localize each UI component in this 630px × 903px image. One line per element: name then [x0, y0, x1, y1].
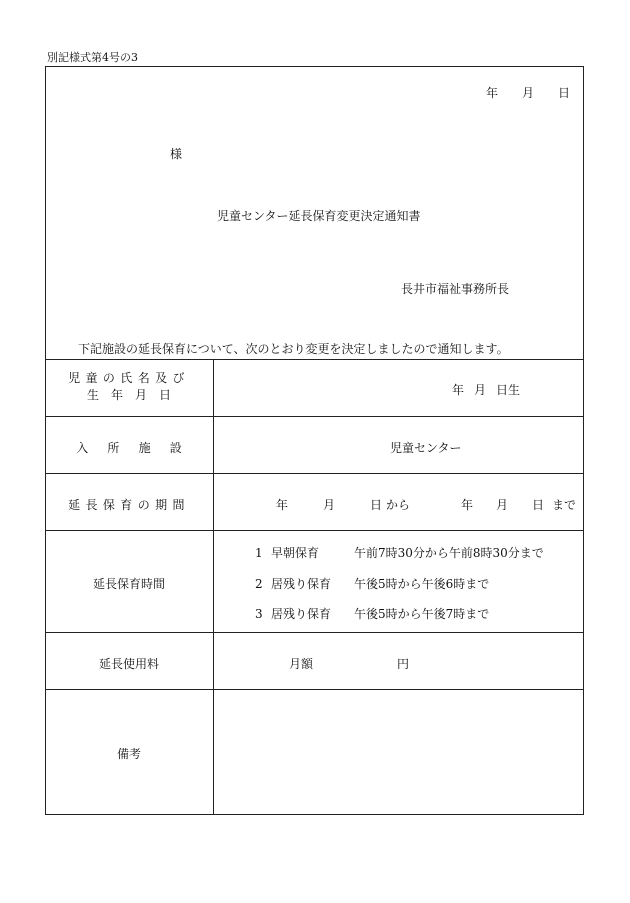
birth-year: 年 [452, 383, 465, 397]
divider-child [45, 416, 584, 417]
issue-date [486, 84, 570, 101]
hours-item-time: 午前7時30分から午前8時30分まで [354, 546, 544, 560]
column-divider [213, 359, 214, 815]
period-from-suffix: から [386, 498, 411, 512]
fee-label: 延長使用料 [98, 657, 159, 671]
period-from-month: 月 [323, 498, 336, 512]
period-to-suffix: まで [552, 498, 577, 512]
hours-item-num: 1 [255, 546, 263, 560]
hours-item-num: 2 [255, 577, 263, 591]
period-label: 延長保育の期間 [68, 498, 190, 512]
child-label [45, 370, 213, 404]
hours-item-3 [255, 605, 489, 622]
remarks-value [224, 700, 574, 805]
divider-period [45, 530, 584, 531]
period-to-year: 年 [461, 498, 474, 512]
hours-item-kind: 居残り保育 [271, 577, 332, 591]
period-from-day: 日 [370, 498, 383, 512]
hours-item-1 [255, 544, 544, 561]
hours-item-time: 午後5時から午後6時まで [354, 577, 490, 591]
issue-date-day: 日 [558, 86, 571, 100]
hours-item-2 [255, 575, 489, 592]
issue-date-month: 月 [522, 86, 535, 100]
divider-fee [45, 689, 584, 690]
period-value [276, 496, 576, 513]
child-label-line2: 生 年 月 日 [86, 388, 171, 402]
divider-facility [45, 473, 584, 474]
document-title: 児童センター延長保育変更決定通知書 [217, 209, 421, 223]
remarks-label: 備考 [116, 747, 141, 761]
issue-date-year: 年 [486, 86, 499, 100]
hours-label: 延長保育時間 [92, 577, 165, 591]
issuer-name: 長井市福祉事務所長 [401, 282, 510, 296]
hours-item-kind: 居残り保育 [271, 607, 332, 621]
intro-text: 下記施設の延長保育について、次のとおり変更を決定しましたので通知します。 [78, 342, 509, 356]
form-id: 別記様式第4号の3 [47, 51, 138, 64]
period-from-year: 年 [276, 498, 289, 512]
child-label-line1: 児童の氏名及び [68, 371, 190, 385]
facility-value: 児童センター [390, 441, 462, 455]
divider-hours [45, 632, 584, 633]
fee-yen-label: 円 [397, 657, 410, 671]
hours-item-kind: 早朝保育 [271, 546, 320, 560]
fee-month-label: 月額 [289, 657, 314, 671]
period-to-month: 月 [496, 498, 509, 512]
divider-header [45, 359, 584, 360]
child-birthdate [452, 381, 520, 398]
addressee-suffix: 様 [170, 147, 183, 161]
hours-item-time: 午後5時から午後7時まで [354, 607, 490, 621]
period-to-day: 日 [532, 498, 545, 512]
birth-month: 月 [474, 383, 487, 397]
birth-day: 日生 [496, 383, 521, 397]
facility-label: 入所施設 [76, 441, 201, 455]
hours-item-num: 3 [255, 607, 263, 621]
